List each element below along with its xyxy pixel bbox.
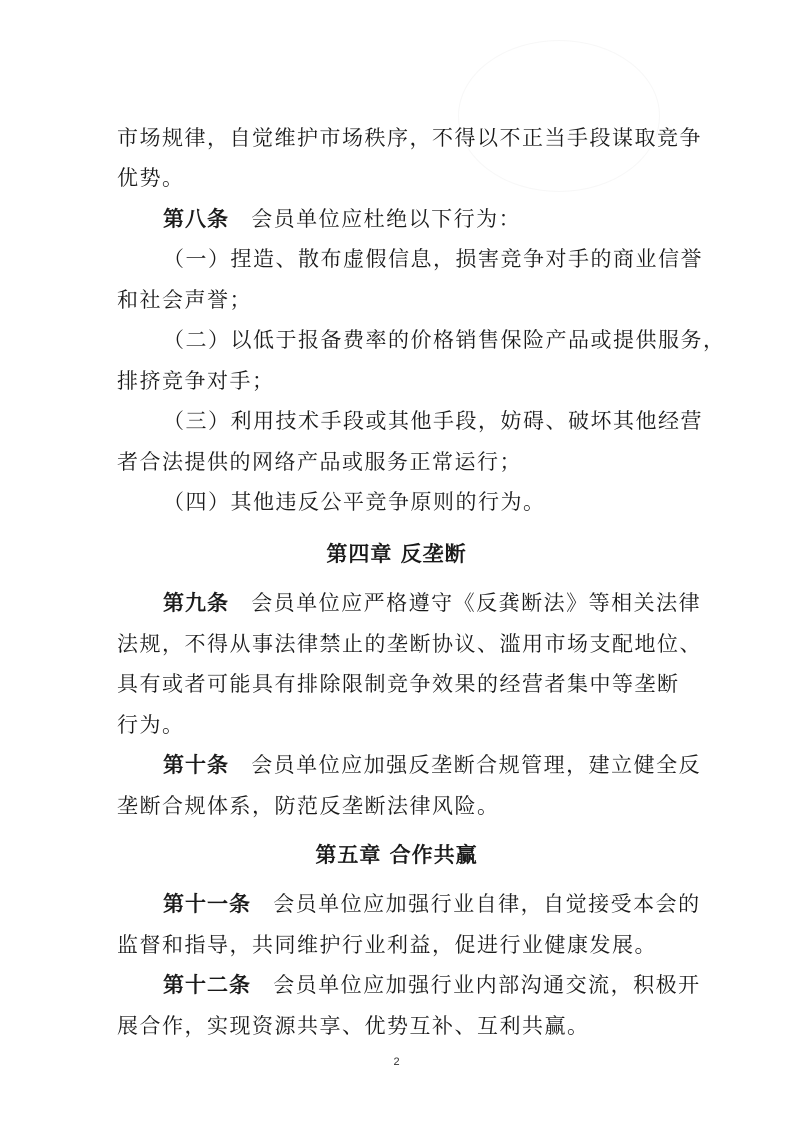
text-line: 市场规律，自觉维护市场秩序，不得以不正当手段谋取竞争: [117, 126, 702, 150]
faint-seal-mark: [458, 40, 660, 192]
article-11-text: 会员单位应加强行业自律，自觉接受本会的: [273, 892, 701, 916]
chapter-5-heading: 第五章 合作共赢: [315, 843, 478, 867]
article-10-text: 会员单位应加强反垄断合规管理，建立健全反: [251, 753, 702, 777]
article-11-cont: 监督和指导，共同维护行业利益，促进行业健康发展。: [117, 933, 657, 957]
article-12-cont: 展合作，实现资源共享、优势互补、互利共赢。: [117, 1014, 590, 1038]
article-9: [163, 589, 701, 617]
article-12-text: 会员单位应加强行业内部沟通交流，积极开: [273, 973, 701, 997]
item-4: （四）其他违反公平竞争原则的行为。: [163, 490, 546, 514]
item-2: （二）以低于报备费率的价格销售保险产品或提供服务，: [163, 328, 726, 352]
article-8-label: 第八条: [163, 206, 229, 231]
article-11: [163, 890, 701, 918]
article-9-cont: 具有或者可能具有排除限制竞争效果的经营者集中等垄断: [117, 672, 680, 696]
article-10-cont: 垄断合规体系，防范反垄断法律风险。: [117, 794, 500, 818]
article-11-label: 第十一条: [163, 891, 251, 916]
article-12-label: 第十二条: [163, 972, 251, 997]
article-9-label: 第九条: [163, 590, 229, 615]
article-9-cont: 行为。: [117, 713, 185, 737]
article-10-label: 第十条: [163, 752, 229, 777]
page-number: 2: [393, 1056, 400, 1068]
article-8: [163, 205, 521, 233]
item-3-cont: 者合法提供的网络产品或服务正常运行；: [117, 450, 522, 474]
text-line: 优势。: [117, 166, 185, 190]
item-1-cont: 和社会声誉；: [117, 288, 252, 312]
item-3: （三）利用技术手段或其他手段，妨碍、破坏其他经营: [163, 409, 703, 433]
article-9-cont: 法规，不得从事法律禁止的垄断协议、滥用市场支配地位、: [117, 632, 702, 656]
article-12: [163, 971, 701, 999]
article-9-text: 会员单位应严格遵守《反龚断法》等相关法律: [251, 591, 702, 615]
item-1: （一）捏造、散布虚假信息，损害竞争对手的商业信誉: [163, 247, 703, 271]
item-2-cont: 排挤竞争对手；: [117, 369, 275, 393]
article-8-text: 会员单位应杜绝以下行为：: [251, 207, 522, 231]
chapter-4-heading: 第四章 反垄断: [326, 542, 467, 566]
article-10: [163, 751, 701, 779]
